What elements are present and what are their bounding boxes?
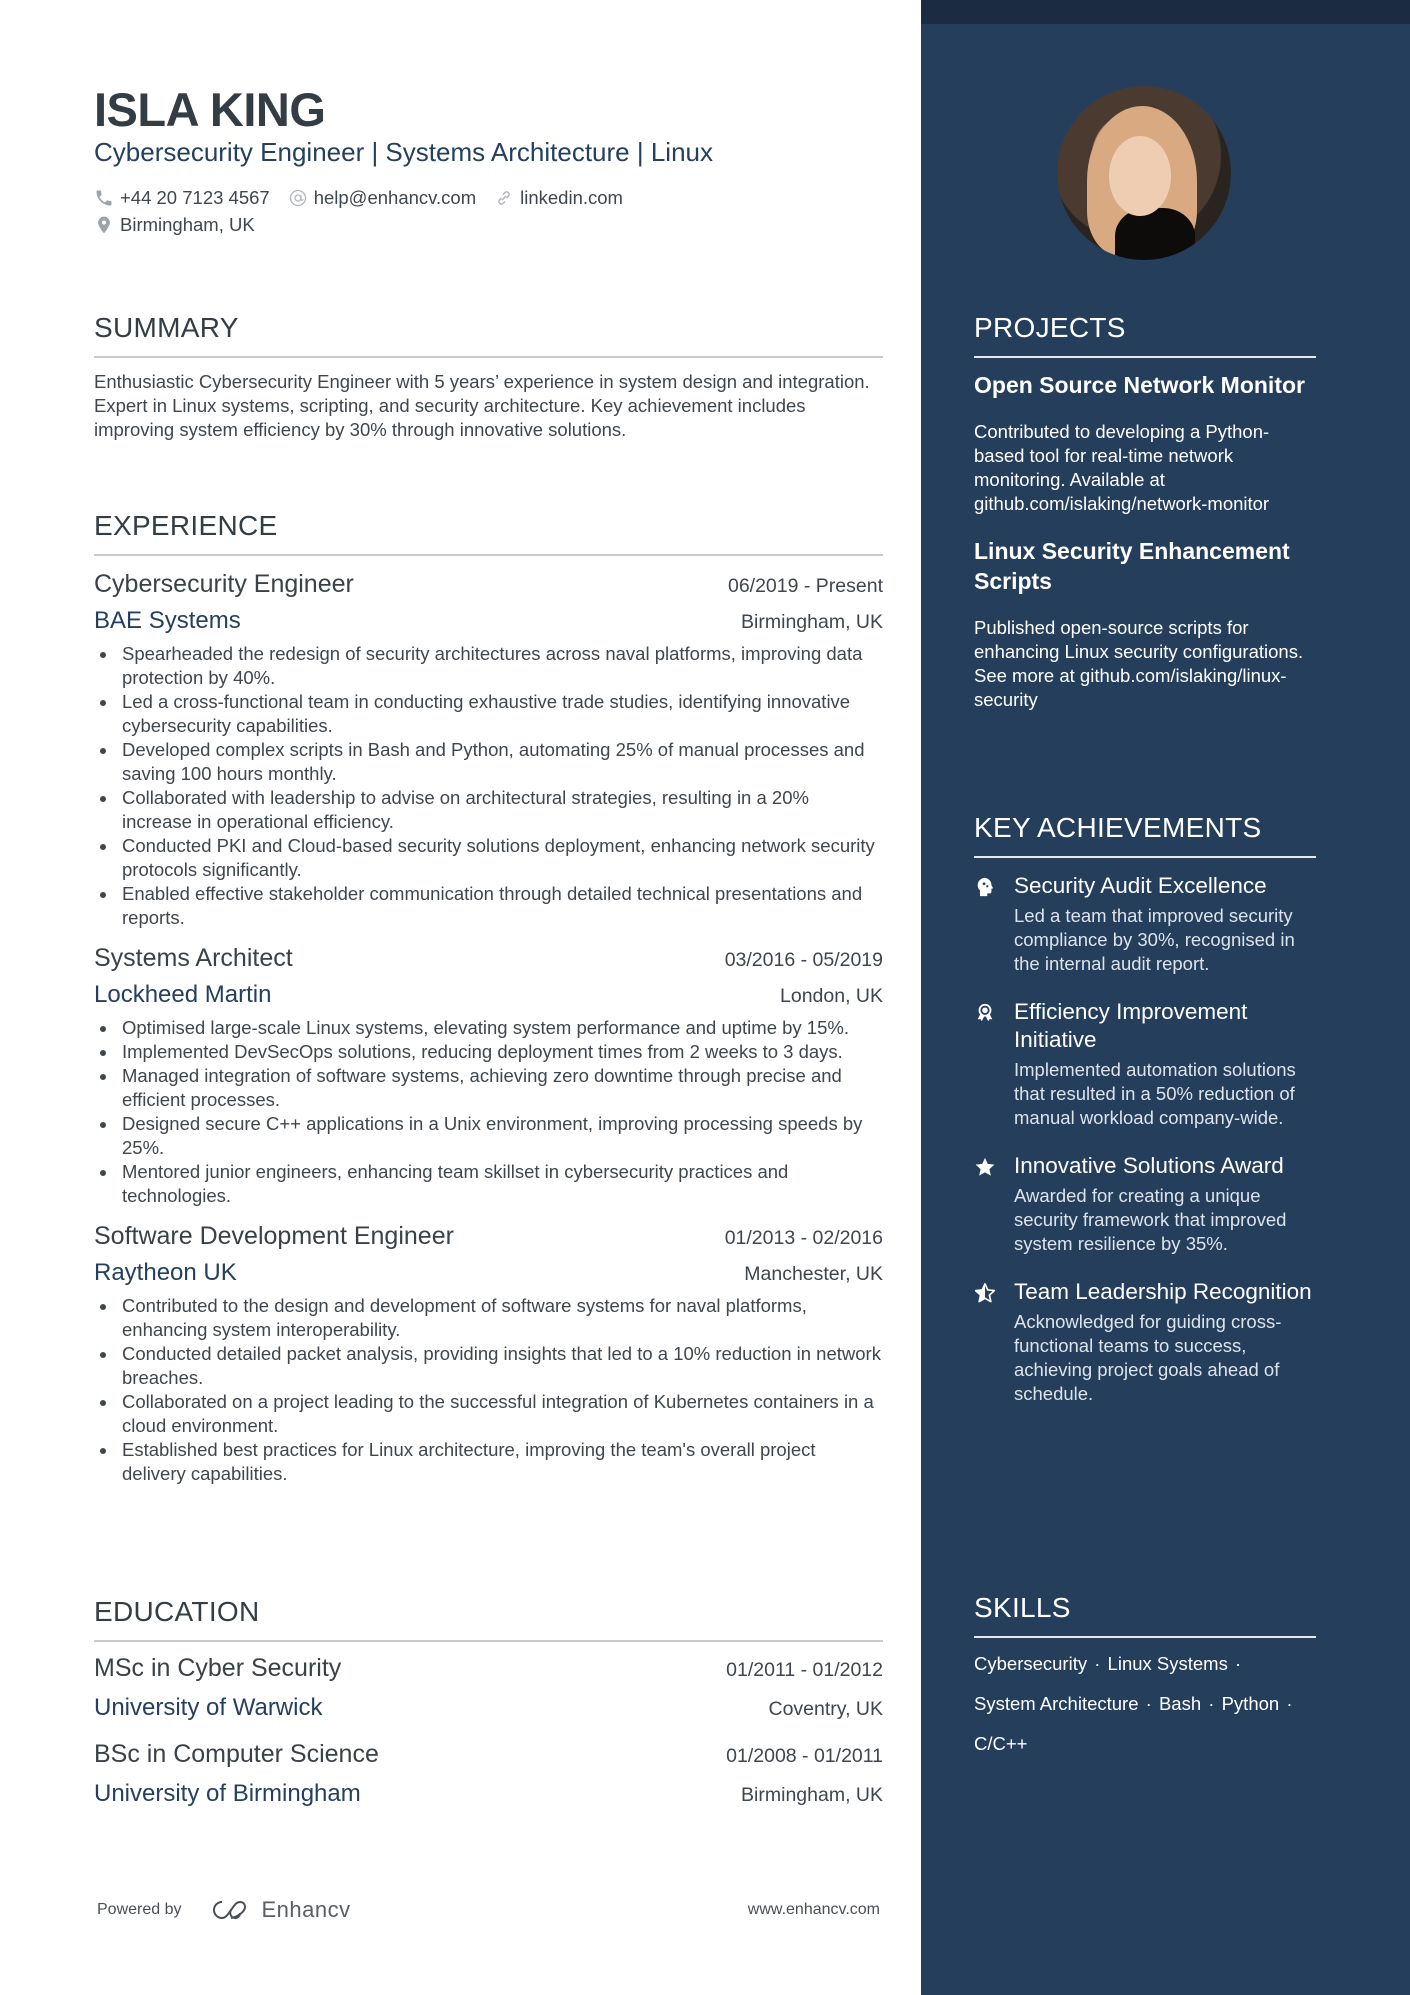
contact-email[interactable] [288, 187, 476, 209]
projects-heading: PROJECTS [974, 312, 1126, 343]
education-location: Birmingham, UK [741, 1784, 883, 1806]
job-title: Cybersecurity Engineer [94, 570, 354, 598]
degree: BSc in Computer Science [94, 1740, 379, 1768]
job-bullets [94, 1294, 883, 1486]
enhancv-logo[interactable] [208, 1897, 351, 1923]
job-title: Systems Architect [94, 944, 293, 972]
bullet-item: Collaborated with leadership to advise on architectural strategies, resulting in a 20% increase in operational efficiency. [94, 786, 883, 834]
achievement-title: Innovative Solutions Award [1014, 1153, 1284, 1178]
job-entry [94, 566, 883, 930]
job-company: Lockheed Martin [94, 981, 272, 1008]
job-location: Birmingham, UK [741, 611, 883, 633]
website-link[interactable]: www.enhancv.com [747, 1901, 880, 1918]
job-bullets [94, 642, 883, 930]
bullet-item: Managed integration of software systems, achieving zero downtime through precise and efficient processes. [94, 1064, 883, 1112]
section-divider [974, 356, 1316, 358]
skill-item: System Architecture [974, 1693, 1139, 1714]
skill-separator: · [1145, 1693, 1152, 1714]
achievement-title: Security Audit Excellence [1014, 873, 1267, 898]
school: University of Warwick [94, 1694, 323, 1721]
achievements-section [974, 810, 1316, 1406]
job-company: Raytheon UK [94, 1259, 237, 1286]
link-text[interactable]: linkedin.com [520, 186, 623, 208]
job-title: Software Development Engineer [94, 1222, 454, 1250]
education-heading: EDUCATION [94, 1596, 260, 1627]
degree: MSc in Cyber Security [94, 1654, 342, 1682]
project-entry [974, 370, 1316, 516]
job-location: London, UK [780, 985, 883, 1007]
achievement-item [974, 998, 1316, 1130]
achievement-title: Efficiency Improvement Initiative [1014, 999, 1248, 1052]
job-dates: 01/2013 - 02/2016 [724, 1227, 883, 1249]
job-dates: 03/2016 - 05/2019 [724, 949, 883, 971]
star-icon [974, 1156, 996, 1178]
enhancv-logo-icon [208, 1898, 254, 1922]
achievement-item [974, 1278, 1316, 1406]
location-text: Birmingham, UK [120, 213, 255, 235]
education-location: Coventry, UK [768, 1698, 883, 1720]
candidate-name: ISLA KING [94, 83, 326, 136]
bullet-item: Spearheaded the redesign of security architectures across naval platforms, improving data protection by 40%. [94, 642, 883, 690]
project-description: Published open-source scripts for enhancing Linux security configurations. See more at github.com/islaking/linux-security [974, 617, 1304, 710]
summary-heading: SUMMARY [94, 312, 239, 343]
section-divider [94, 554, 883, 556]
bullet-item: Implemented DevSecOps solutions, reducing deployment times from 2 weeks to 3 days. [94, 1040, 883, 1064]
achievement-description: Led a team that improved security compliance by 30%, recognised in the internal audit report. [1014, 905, 1295, 974]
skill-item: Cybersecurity [974, 1653, 1088, 1674]
link-icon [494, 188, 514, 208]
bullet-item: Designed secure C++ applications in a Unix environment, improving processing speeds by 25%. [94, 1112, 883, 1160]
bullet-item: Optimised large-scale Linux systems, elevating system performance and uptime by 15%. [94, 1016, 883, 1040]
project-description: Contributed to developing a Python-based tool for real-time network monitoring. Available at github.com/islaking/network-monitor [974, 421, 1270, 514]
bullet-item: Conducted detailed packet analysis, providing insights that led to a 10% reduction in network breaches. [94, 1342, 883, 1390]
skills-section [974, 1590, 1316, 1764]
profile-photo [1057, 86, 1231, 260]
section-divider [974, 856, 1316, 858]
education-section [94, 1594, 883, 1814]
bullet-item: Enabled effective stakeholder communication through detailed technical presentations and reports. [94, 882, 883, 930]
education-entry [94, 1734, 883, 1814]
summary-text: Enthusiastic Cybersecurity Engineer with 5 years’ experience in system design and integration. Expert in Linux systems, scripting, and security architecture. Key achievement includes improving system efficiency by 30% through innovative solutions. [94, 371, 870, 440]
bullet-item: Collaborated on a project leading to the successful integration of Kubernetes containers in a cloud environment. [94, 1390, 883, 1438]
achievement-description: Awarded for creating a unique security framework that improved system resilience by 35%. [1014, 1185, 1287, 1254]
at-icon [288, 188, 308, 208]
bullet-item: Mentored junior engineers, enhancing team skillset in cybersecurity practices and technologies. [94, 1160, 883, 1208]
section-divider [94, 1640, 883, 1642]
skill-item: Python [1221, 1693, 1280, 1714]
achievement-item [974, 872, 1316, 976]
education-dates: 01/2011 - 01/2012 [726, 1659, 883, 1681]
section-divider [94, 356, 883, 358]
sidebar-top-band [921, 0, 1410, 24]
contact-location [94, 214, 255, 236]
half-star-icon [974, 1282, 996, 1304]
job-entry [94, 940, 883, 1208]
achievement-description: Acknowledged for guiding cross-functional teams to success, achieving project goals ahead of schedule. [1014, 1311, 1282, 1404]
skills-heading: SKILLS [974, 1592, 1071, 1623]
experience-heading: EXPERIENCE [94, 510, 278, 541]
contact-phone [94, 187, 270, 209]
projects-section [974, 310, 1316, 712]
education-entry [94, 1648, 883, 1728]
achievement-item [974, 1152, 1316, 1256]
experience-section [94, 508, 883, 1486]
section-divider [974, 1636, 1316, 1638]
bullet-item: Contributed to the design and development of software systems for naval platforms, enhancing system interoperability. [94, 1294, 883, 1342]
job-location: Manchester, UK [744, 1263, 883, 1285]
skill-separator: · [1234, 1653, 1242, 1674]
skill-separator: · [1094, 1653, 1101, 1674]
job-dates: 06/2019 - Present [727, 575, 883, 597]
phone-icon [94, 188, 114, 208]
bullet-item: Established best practices for Linux architecture, improving the team's overall project delivery capabilities. [94, 1438, 883, 1486]
brain-head-icon [974, 876, 996, 898]
achievement-description: Implemented automation solutions that resulted in a 50% reduction of manual workload company-wide. [1014, 1059, 1296, 1128]
achievement-title: Team Leadership Recognition [1014, 1279, 1312, 1304]
contact-info [94, 184, 894, 238]
medal-icon [974, 1002, 996, 1024]
location-pin-icon [94, 215, 114, 235]
skill-separator: · [1208, 1693, 1215, 1714]
project-title: Linux Security Enhancement Scripts [974, 538, 1290, 594]
project-title: Open Source Network Monitor [974, 372, 1305, 398]
job-company: BAE Systems [94, 607, 241, 634]
education-dates: 01/2008 - 01/2011 [726, 1745, 883, 1767]
bullet-item: Led a cross-functional team in conducting exhaustive trade studies, identifying innovative cybersecurity capabilities. [94, 690, 883, 738]
powered-by-label: Powered by [97, 1901, 182, 1918]
bullet-item: Developed complex scripts in Bash and Python, automating 25% of manual processes and saving 100 hours monthly. [94, 738, 883, 786]
resume-sidebar [921, 0, 1410, 1995]
project-entry [974, 536, 1316, 712]
job-entry [94, 1218, 883, 1486]
skill-separator: · [1286, 1693, 1293, 1714]
school: University of Birmingham [94, 1780, 361, 1807]
job-bullets [94, 1016, 883, 1208]
contact-link[interactable] [494, 187, 623, 209]
skill-item: C/C++ [974, 1733, 1028, 1754]
skill-item: Bash [1158, 1693, 1202, 1714]
enhancv-wordmark: Enhancv [261, 1897, 351, 1922]
footer [97, 1895, 880, 1925]
skill-item: Linux Systems [1107, 1653, 1228, 1674]
achievements-heading: KEY ACHIEVEMENTS [974, 812, 1262, 843]
bullet-item: Conducted PKI and Cloud-based security solutions deployment, enhancing network security protocols significantly. [94, 834, 883, 882]
email-text[interactable]: help@enhancv.com [313, 186, 477, 208]
skills-list [974, 1644, 1316, 1764]
candidate-title: Cybersecurity Engineer | Systems Architecture | Linux [94, 137, 713, 167]
summary-section [94, 310, 883, 442]
phone-text: +44 20 7123 4567 [120, 186, 270, 208]
